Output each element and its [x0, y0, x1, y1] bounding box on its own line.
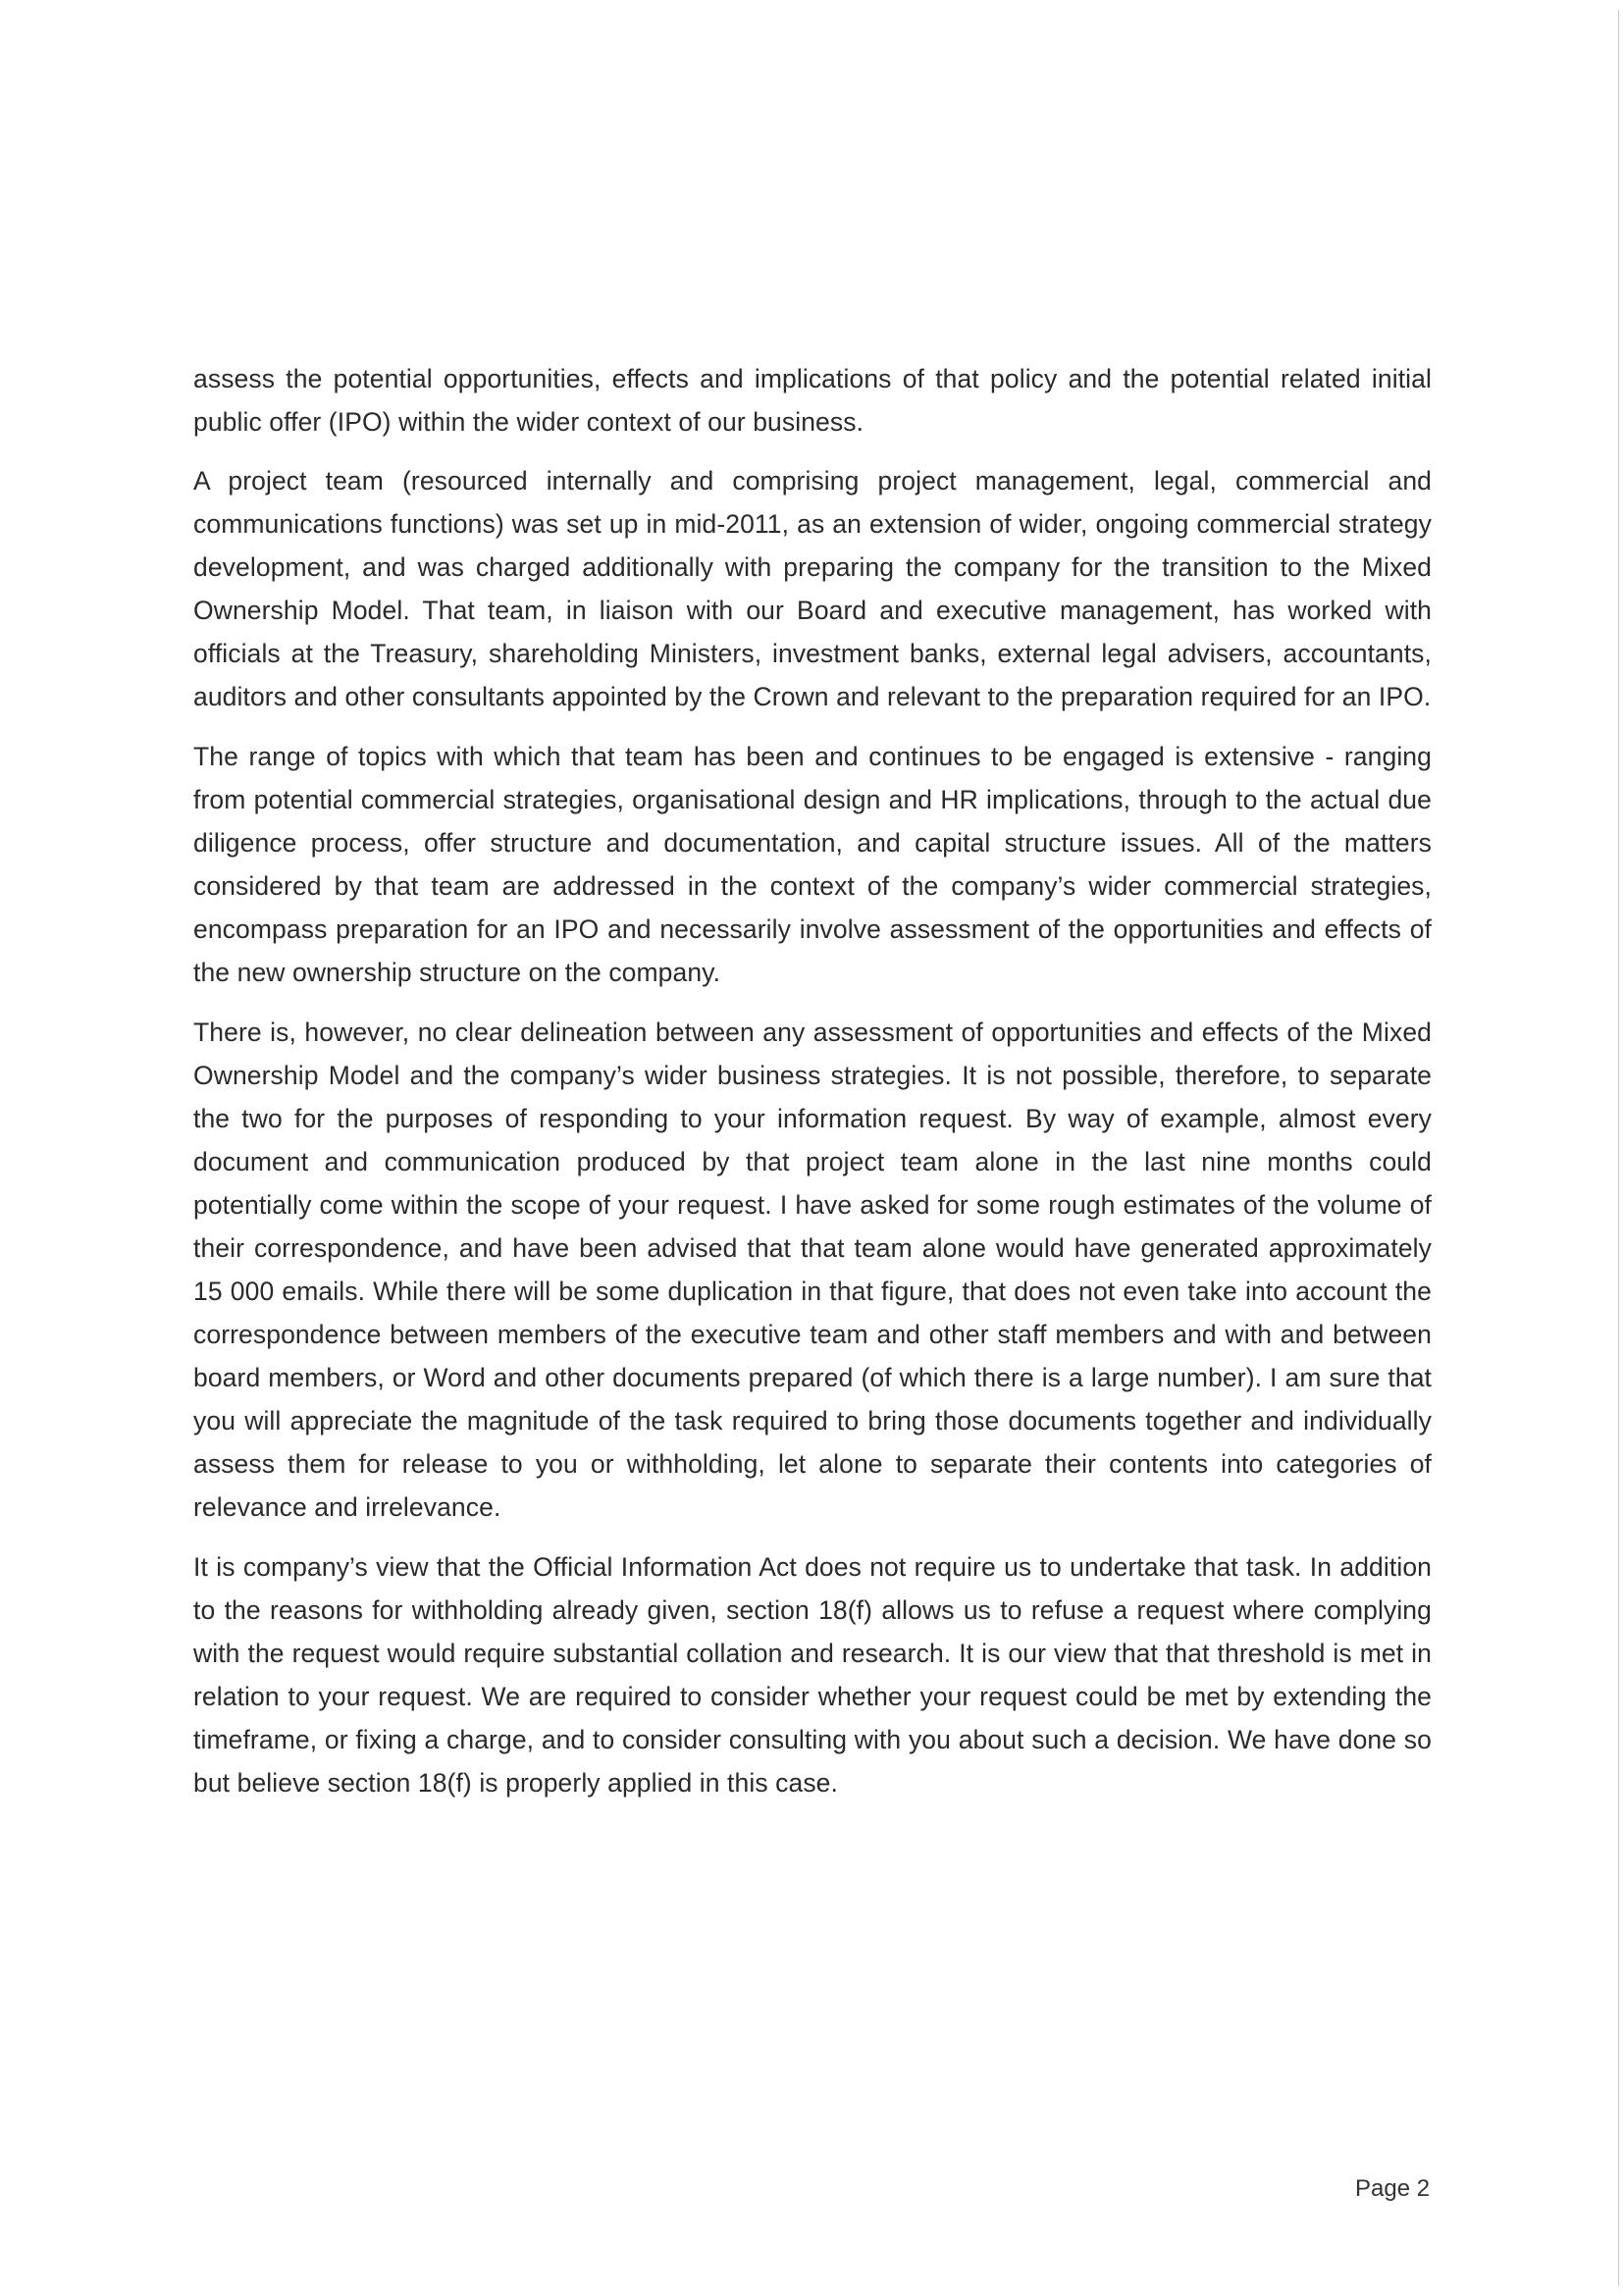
paragraph-range-of-topics: The range of topics with which that team has been and continues to be engaged is extensive - ranging from potential commercial strategies, organisational design and HR implications, through to the actual due diligence process, offer structure and documentation, and capital structure issues. All of the matters considered by that team are addressed in the context of the company’s wider commercial strategies, encompass preparation for an IPO and necessarily involve assessment of the opportunities and effects of the new ownership structure on the company.	[193, 742, 1432, 987]
page-edge-divider	[1618, 10, 1619, 2286]
paragraph-project-team: A project team (resourced internally and comprising project management, legal, commercial and communications functions) was set up in mid-2011, as an extension of wider, ongoing commercial strategy development, and was charged additionally with preparing the company for the transition to the Mixed Ownership Model. That team, in liaison with our Board and executive management, has worked with officials at the Treasury, shareholding Ministers, investment banks, external legal advisers, accountants, auditors and other consultants appointed by the Crown and relevant to the preparation required for an IPO.	[193, 466, 1432, 711]
document-body	[193, 357, 1432, 1821]
paragraph-section-18f: It is company’s view that the Official Information Act does not require us to undertake that task. In addition to the reasons for withholding already given, section 18(f) allows us to refuse a request where complying with the request would require substantial collation and research. It is our view that that threshold is met in relation to your request. We are required to consider whether your request could be met by extending the timeframe, or fixing a charge, and to consider consulting with you about such a decision. We have done so but believe section 18(f) is properly applied in this case.	[193, 1552, 1432, 1798]
paragraph-ipo-context: assess the potential opportunities, effects and implications of that policy and the potential related initial public offer (IPO) within the wider context of our business.	[193, 364, 1432, 437]
paragraph-no-clear-delineation: There is, however, no clear delineation between any assessment of opportunities and effects of the Mixed Ownership Model and the company’s wider business strategies. It is not possible, therefore, to separate the two for the purposes of responding to your information request. By way of example, almost every document and communication produced by that project team alone in the last nine months could potentially come within the scope of your request. I have asked for some rough estimates of the volume of their correspondence, and have been advised that that team alone would have generated approximately 15 000 emails. While there will be some duplication in that figure, that does not even take into account the correspondence between members of the executive team and other staff members and with and between board members, or Word and other documents prepared (of which there is a large number). I am sure that you will appreciate the magnitude of the task required to bring those documents together and individually assess them for release to you or withholding, let alone to separate their contents into categories of relevance and irrelevance.	[193, 1018, 1432, 1522]
page-number: Page 2	[1355, 2175, 1431, 2202]
